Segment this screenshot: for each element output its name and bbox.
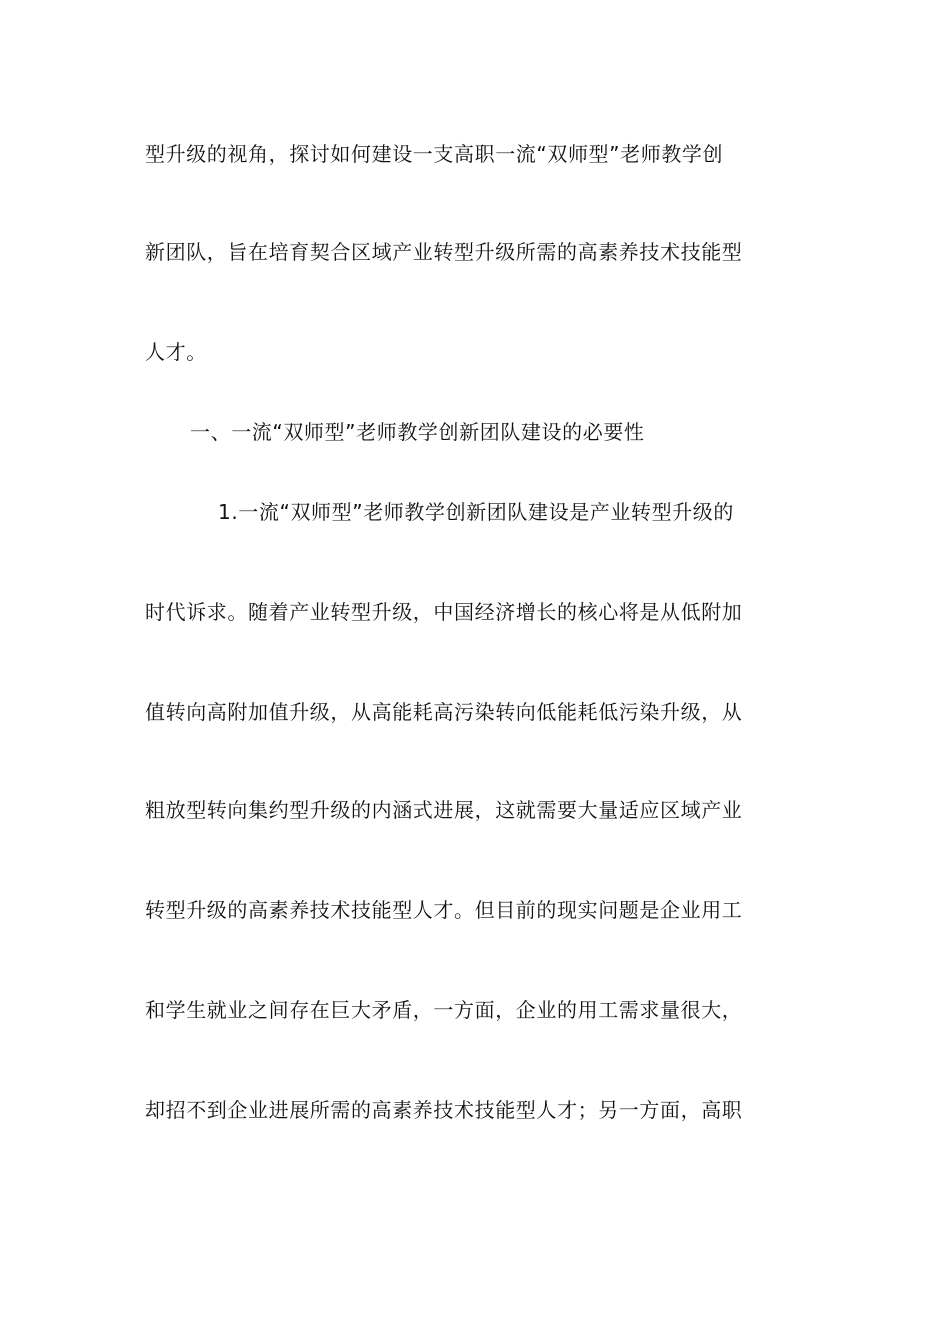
section-heading: 一、一流“双师型”老师教学创新团队建设的必要性 (190, 420, 645, 444)
paragraph-line: 型升级的视角，探讨如何建设一支高职一流“双师型”老师教学创 (145, 142, 724, 166)
paragraph-line: 新团队，旨在培育契合区域产业转型升级所需的高素养技术技能型 (145, 240, 743, 264)
paragraph-line: 人才。 (145, 340, 207, 364)
paragraph-line: 和学生就业之间存在巨大矛盾，一方面，企业的用工需求量很大， (145, 998, 743, 1022)
paragraph-line: 却招不到企业进展所需的高素养技术技能型人才；另一方面，高职 (145, 1098, 743, 1122)
paragraph-line: 值转向高附加值升级，从高能耗高污染转向低能耗低污染升级，从 (145, 700, 743, 724)
paragraph-line: 粗放型转向集约型升级的内涵式进展，这就需要大量适应区域产业 (145, 798, 743, 822)
paragraph-line: 1.一流“双师型”老师教学创新团队建设是产业转型升级的 (218, 500, 735, 524)
paragraph-line: 时代诉求。随着产业转型升级，中国经济增长的核心将是从低附加 (145, 600, 743, 624)
paragraph-line: 转型升级的高素养技术技能型人才。但目前的现实问题是企业用工 (145, 898, 743, 922)
